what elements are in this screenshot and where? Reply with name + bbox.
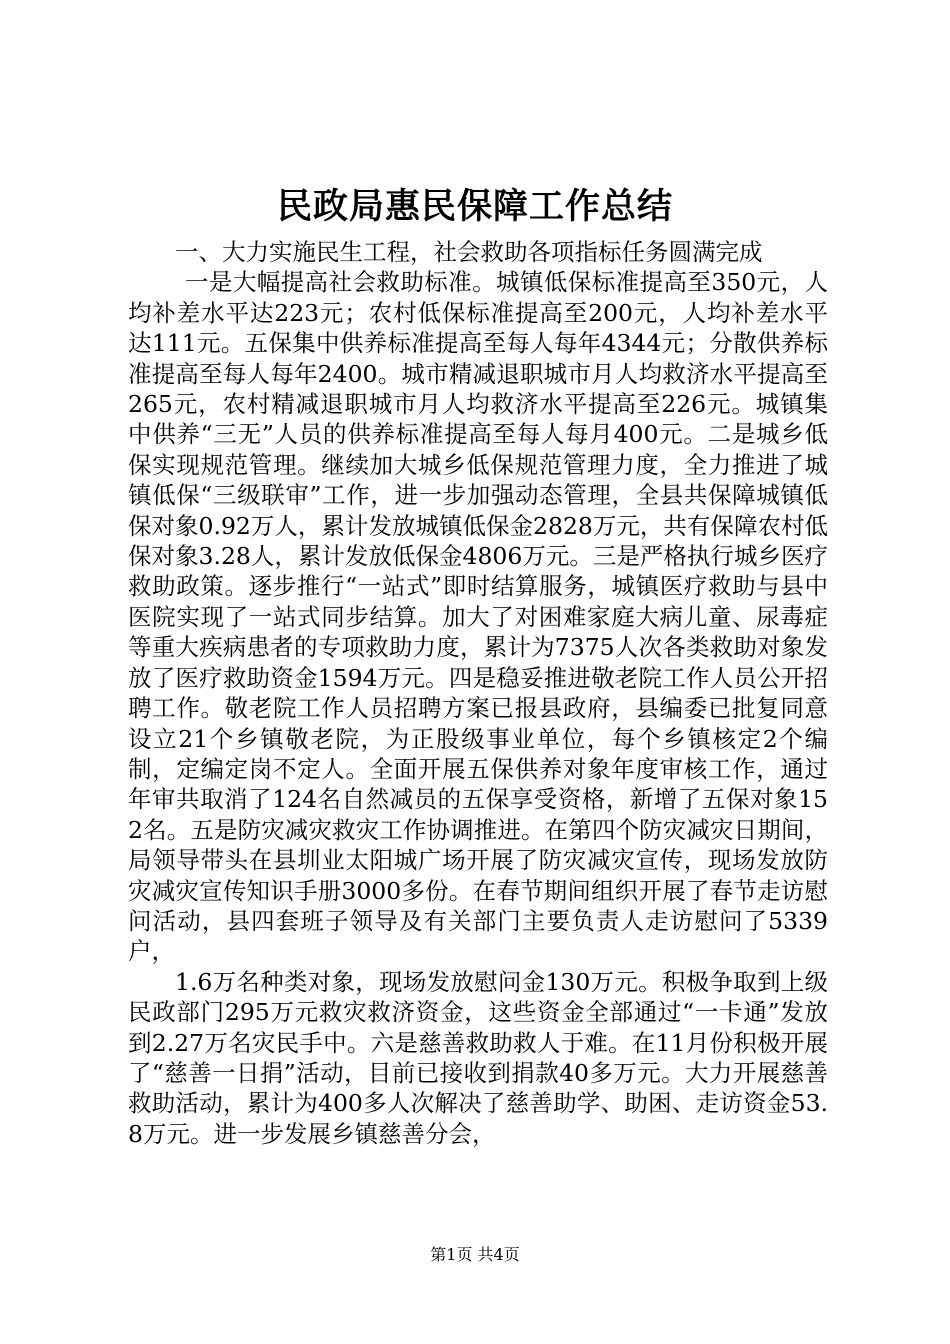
document-title: 民政局惠民保障工作总结 xyxy=(276,186,673,227)
document-body xyxy=(128,237,828,1149)
section-heading: 一、大力实施民生工程，社会救助各项指标任务圆满完成 xyxy=(175,238,763,266)
body-paragraph: 一是大幅提高社会救助标准。城镇低保标准提高至350元，人均补差水平达223元；农村低保标准提高至200元，人均补差水平达111元。五保集中供养标准提高至每人每年4344元；分散供养标准提高至每人每年2400。城市精减退职城市月人均救济水平提高至265元，农村精减退职城市月人均救济水平提高至226元。城镇集中供养“三无”人员的供养标准提高至每人每月400元。二是城乡低保实现规范管理。继续加大城乡低保规范管理力度，全力推进了城镇低保“三级联审”工作，进一步加强动态管理，全县共保障城镇低保对象0.92万人，累计发放城镇低保金2828万元，共有保障农村低保对象3.28人，累计发放低保金4806万元。三是严格执行城乡医疗救助政策。逐步推行“一站式”即时结算服务，城镇医疗救助与县中医院实现了一站式同步结算。加大了对困难家庭大病儿童、尿毒症等重大疾病患者的专项救助力度，累计为7375人次各类救助对象发放了医疗救助资金1594万元。四是稳妥推进敬老院工作人员公开招聘工作。敬老院工作人员招聘方案已报县政府，县编委已批复同意设立21个乡镇敬老院，为正股级事业单位，每个乡镇核定2个编制，定编定岗不定人。全面开展五保供养对象年度审核工作，通过年审共取消了124名自然减员的五保享受资格，新增了五保对象152名。五是防灾减灾救灾工作协调推进。在第四个防灾减灾日期间，局领导带头在县圳业太阳城广场开展了防灾减灾宣传，现场发放防灾减灾宣传知识手册3000多份。在春节期间组织开展了春节走访慰问活动，县四套班子领导及有关部门主要负责人走访慰问了5339户， xyxy=(128,268,828,966)
body-paragraph-continued: 1.6万名种类对象，现场发放慰问金130万元。积极争取到上级民政部门295万元救灾救济资金，这些资金全部通过“一卡通”发放到2.27万名灾民手中。六是慈善救助救人于难。在11月份积极开展了“慈善一日捐”活动，目前已接收到捐款40多万元。大力开展慈善救助活动，累计为400多人次解决了慈善助学、助困、走访资金53.8万元。进一步发展乡镇慈善分会， xyxy=(128,967,828,1148)
page-number: 第1页 共4页 xyxy=(430,1245,520,1264)
